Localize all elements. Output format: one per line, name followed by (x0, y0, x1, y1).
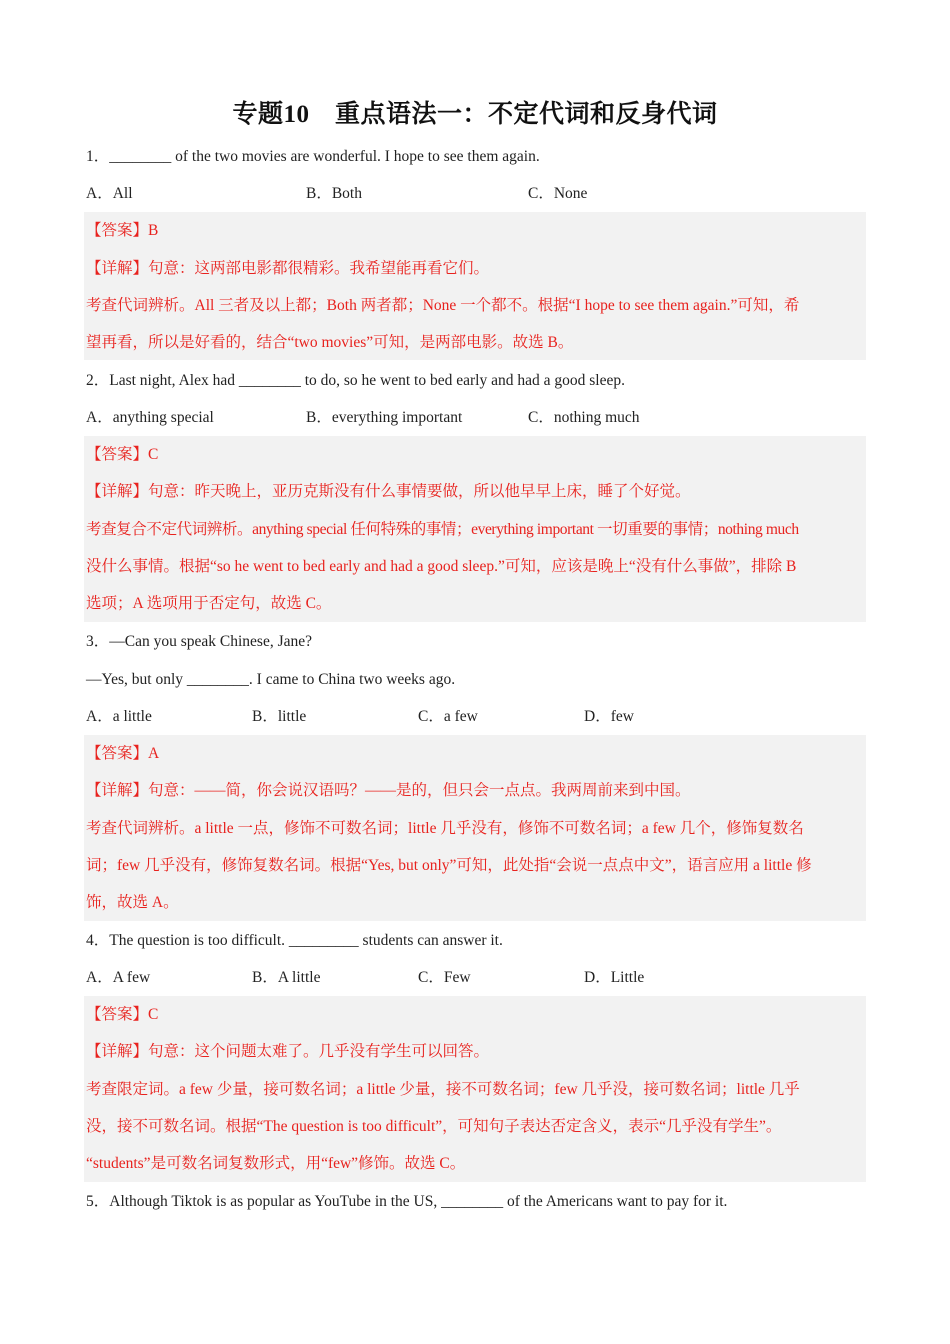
question-1-explain-line: 【详解】句意：这两部电影都很精彩。我希望能再看它们。 (86, 260, 490, 277)
question-1-option-c: C．None (528, 185, 588, 202)
question-4-option-d: D．Little (584, 969, 645, 986)
question-2-explain-line: 考查复合不定代词辨析。anything special 任何特殊的事情；everything important 一切重要的事情；nothing much (86, 521, 799, 538)
question-2-explain-line: 没什么事情。根据“so he went to bed early and had a good sleep.”可知，应该是晚上“没有什么事做”，排除 B (86, 558, 797, 575)
question-1-answer: 【答案】B (86, 222, 159, 239)
question-2-option-b: B．everything important (306, 409, 463, 426)
question-3-option-a: A．a little (86, 708, 152, 725)
question-4-explain-line: 【详解】句意：这个问题太难了。几乎没有学生可以回答。 (86, 1043, 490, 1060)
question-2-stem: 2．Last night, Alex had ________ to do, so he went to bed early and had a good sleep. (86, 372, 625, 389)
question-3-answer-box (84, 735, 866, 921)
question-1-explain-line: 望再看，所以是好看的，结合“two movies”可知，是两部电影。故选 B。 (86, 334, 574, 351)
question-3-explain-line: 饰，故选 A。 (86, 894, 179, 911)
question-3-answer: 【答案】A (86, 745, 160, 762)
question-3-explain-line: 考查代词辨析。a little 一点，修饰不可数名词；little 几乎没有，修饰不可数名词；a few 几个，修饰复数名 (86, 820, 804, 837)
question-4-option-b: B．A little (252, 969, 321, 986)
question-2-option-a: A．anything special (86, 409, 214, 426)
question-2-explain-line: 【详解】句意：昨天晚上，亚历克斯没有什么事情要做，所以他早早上床，睡了个好觉。 (86, 483, 691, 500)
question-1-option-a: A．All (86, 185, 133, 202)
question-2-answer-box (84, 436, 866, 622)
question-3-option-b: B．little (252, 708, 307, 725)
question-3-stem-reply: —Yes, but only ________. I came to China two weeks ago. (86, 671, 456, 688)
question-5-stem: 5．Although Tiktok is as popular as YouTube in the US, ________ of the Americans want to pay for it. (86, 1193, 728, 1210)
question-3-explain-line: 【详解】句意：——简，你会说汉语吗？——是的，但只会一点点。我两周前来到中国。 (86, 782, 691, 799)
page-title: 专题10 重点语法一：不定代词和反身代词 (232, 101, 718, 128)
question-4-option-c: C．Few (418, 969, 471, 986)
question-3-explain-line: 词；few 几乎没有，修饰复数名词。根据“Yes, but only”可知，此处指“会说一点点中文”，语言应用 a little 修 (86, 857, 812, 874)
question-4-explain-line: 考查限定词。a few 少量，接可数名词；a little 少量，接不可数名词；few 几乎没，接可数名词；little 几乎 (86, 1081, 800, 1098)
question-1-option-b: B．Both (306, 185, 362, 202)
question-3-stem: 3．—Can you speak Chinese, Jane? (86, 633, 312, 650)
question-4-answer-box (84, 996, 866, 1182)
question-3-option-d: D．few (584, 708, 634, 725)
question-3-option-c: C．a few (418, 708, 478, 725)
question-4-explain-line: 没，接不可数名词。根据“The question is too difficult”，可知句子表达否定含义，表示“几乎没有学生”。 (86, 1118, 782, 1135)
question-2-explain-line: 选项；A 选项用于否定句，故选 C。 (86, 595, 332, 612)
question-4-explain-line: “students”是可数名词复数形式，用“few”修饰。故选 C。 (86, 1155, 466, 1172)
question-2-answer: 【答案】C (86, 446, 159, 463)
question-1-answer-box (84, 212, 866, 360)
question-1-stem: 1．________ of the two movies are wonderful. I hope to see them again. (86, 148, 540, 165)
question-4-stem: 4．The question is too difficult. _________ students can answer it. (86, 932, 503, 949)
question-4-answer: 【答案】C (86, 1006, 159, 1023)
question-2-option-c: C．nothing much (528, 409, 640, 426)
question-1-explain-line: 考查代词辨析。All 三者及以上都；Both 两者都；None 一个都不。根据“I hope to see them again.”可知，希 (86, 297, 800, 314)
question-4-option-a: A．A few (86, 969, 151, 986)
